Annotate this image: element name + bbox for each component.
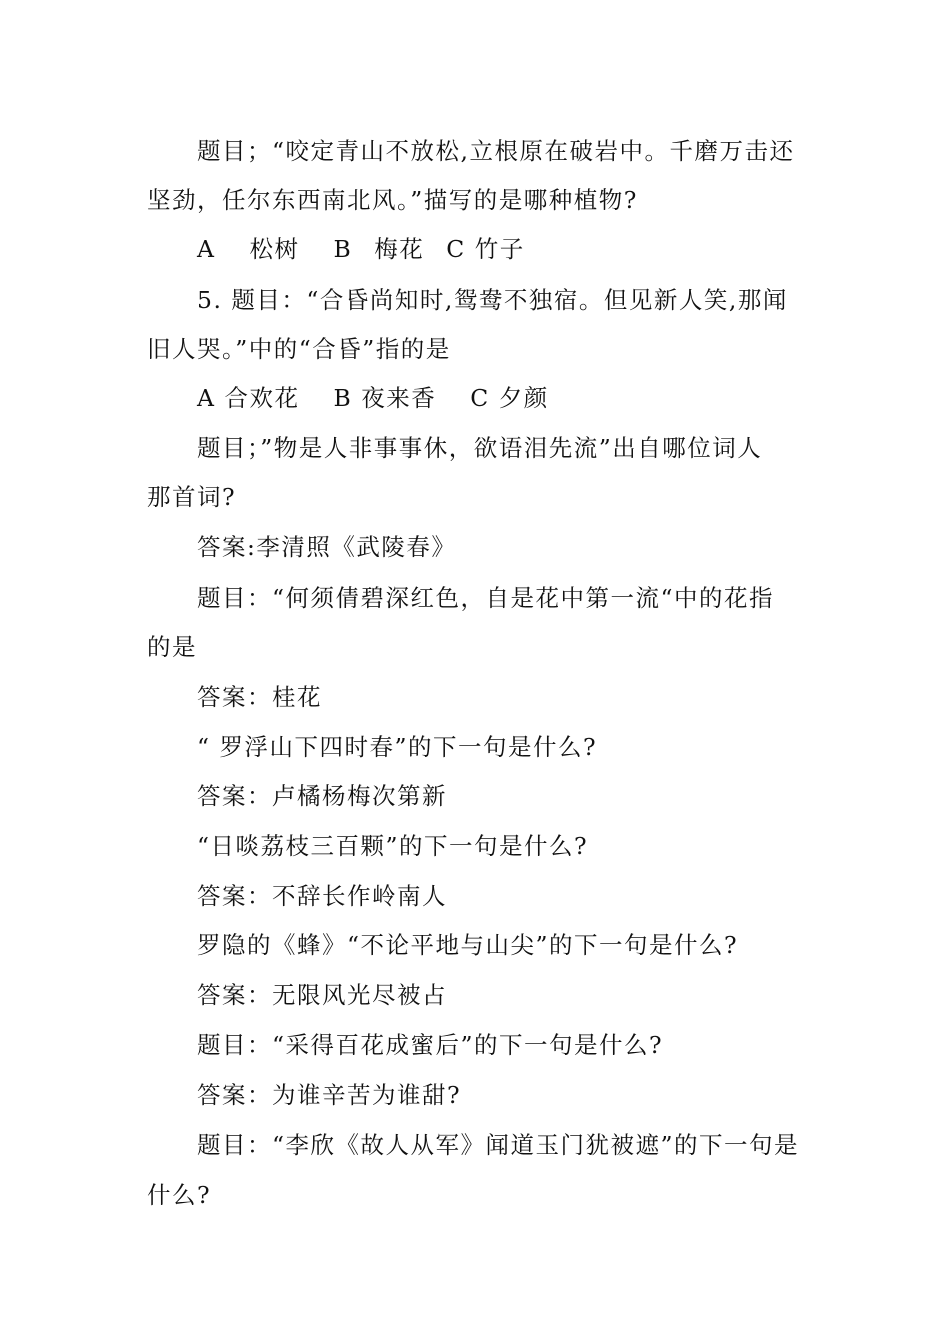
question-line: 罗隐的《蜂》“不论平地与山尖”的下一句是什么? <box>197 931 739 959</box>
question-line: 坚劲，任尔东西南北风。”描写的是哪种植物? <box>147 186 638 214</box>
question-line: 什么? <box>147 1181 212 1209</box>
option-letter: C <box>446 235 466 263</box>
option-text: 松树 <box>249 235 300 263</box>
question-line: 旧人哭。”中的“合昏”指的是 <box>147 335 451 363</box>
question-line: 题目：“采得百花成蜜后”的下一句是什么? <box>197 1031 664 1059</box>
question-line: 题目：“何须倩碧深红色，自是花中第一流“中的花指 <box>197 584 775 612</box>
answer-line: 答案：不辞长作岭南人 <box>197 882 447 910</box>
question-line: 的是 <box>147 633 197 661</box>
answer-line: 答案：为谁辛苦为谁甜? <box>197 1081 462 1109</box>
option-letter: B <box>333 384 353 412</box>
question-line: 那首词? <box>147 483 237 511</box>
question-line: “日啖荔枝三百颗”的下一句是什么? <box>197 832 589 860</box>
option-text: 夕颜 <box>498 384 549 412</box>
option-letter: C <box>470 384 490 412</box>
answer-line: 答案:李清照《武陵春》 <box>197 533 457 561</box>
question-line: 5. 题目：“合昏尚知时,鸳鸯不独宿。但见新人笑,那闻 <box>197 286 788 314</box>
option-text: 合欢花 <box>224 384 300 412</box>
answer-options <box>197 383 549 413</box>
answer-line: 答案：无限风光尽被占 <box>197 981 447 1009</box>
answer-line: 答案：桂花 <box>197 683 322 711</box>
question-line: 题目；”物是人非事事休，欲语泪先流”出自哪位词人 <box>197 434 763 462</box>
question-line: 题目；“咬定青山不放松,立根原在破岩中。千磨万击还 <box>197 137 795 165</box>
question-line: 题目：“李欣《故人从军》闻道玉门犹被遮”的下一句是 <box>197 1131 800 1159</box>
question-line: “ 罗浮山下四时春”的下一句是什么? <box>197 733 598 761</box>
option-text: 夜来香 <box>361 384 437 412</box>
answer-options <box>197 234 525 264</box>
option-text: 竹子 <box>474 235 525 263</box>
option-text: 梅花 <box>374 235 425 263</box>
answer-line: 答案：卢橘杨梅次第新 <box>197 782 447 810</box>
option-letter: A <box>197 384 216 412</box>
option-letter: B <box>333 235 353 263</box>
option-letter: A <box>197 235 216 263</box>
